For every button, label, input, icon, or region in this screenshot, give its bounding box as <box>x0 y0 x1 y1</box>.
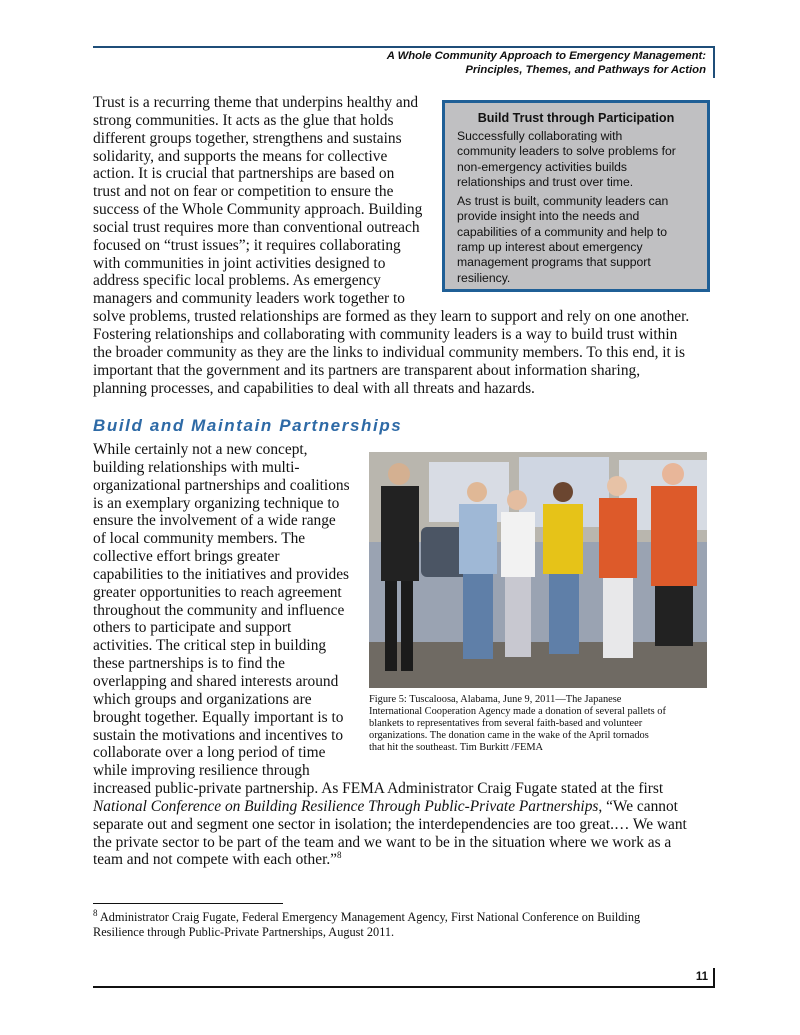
text-line: different groups together, strengthens and sustains <box>93 129 402 147</box>
text-line: While certainly not a new concept, <box>93 441 308 458</box>
text-line: provide insight into the needs and <box>457 209 640 224</box>
text-line: the broader community as they are the links to individual community members. To this end, it is <box>93 343 685 361</box>
footnote-number: 8 <box>93 907 98 918</box>
figure-photo <box>369 452 707 688</box>
text-line: management programs that support <box>457 255 651 270</box>
text-line: Trust is a recurring theme that underpins healthy and <box>93 94 419 111</box>
text-line: sustain the motivations and incentives to <box>93 726 344 744</box>
text-line: solve problems, trusted relationships are formed as they learn to support and rely on one another. <box>93 308 690 326</box>
footnote-text: Administrator Craig Fugate, Federal Emergency Management Agency, First National Conference on Building <box>97 910 641 924</box>
text-line: action. It is crucial that partnerships are based on <box>93 165 395 183</box>
text-line: with communities in joint activities designed to <box>93 254 386 272</box>
text-line: non-emergency activities builds <box>457 159 628 174</box>
section-heading: Build and Maintain Partnerships <box>93 416 403 435</box>
text-line: activities. The critical step in building <box>93 637 327 655</box>
header-line-1: A Whole Community Approach to Emergency Management: <box>386 50 706 62</box>
callout-paragraph-1 <box>457 129 705 190</box>
text-line: success of the Whole Community approach. Building <box>93 201 423 219</box>
running-header <box>387 49 706 77</box>
conference-title: National Conference on Building Resilience Through Public-Private Partnerships <box>93 797 599 815</box>
footnote-line-2: Resilience through Public-Private Partnerships, August 2011. <box>93 925 395 939</box>
text-line: capabilities to the initiatives and provides <box>93 565 350 583</box>
text-line: collaborate over a long period of time <box>93 744 326 762</box>
footnote-line-1 <box>93 907 641 925</box>
quote-line-2: separate out and segment one sector in isolation; the interdependencies are too great.… We want <box>93 815 687 833</box>
text-line: Figure 5: Tuscaloosa, Alabama, June 9, 2011—The Japanese <box>369 694 622 705</box>
text-line: capabilities of a community and help to <box>457 224 668 239</box>
text-line: ensure the involvement of a wide range <box>93 512 336 530</box>
footnote-rule <box>93 903 283 904</box>
page-number: 11 <box>695 971 708 983</box>
figure-caption <box>369 694 714 754</box>
text-line: Fostering relationships and collaborating with community leaders is a way to build trust within <box>93 325 678 343</box>
text-line: increased public-private partnership. As FEMA Administrator Craig Fugate stated at the first <box>93 780 664 798</box>
quote-line-4 <box>93 851 687 869</box>
header-bar <box>713 46 715 78</box>
footnote-ref: 8 <box>337 850 342 861</box>
text-line: managers and community leaders work together to <box>93 290 405 308</box>
group-photo-illustration <box>369 452 707 688</box>
text-line: collective effort brings greater <box>93 548 280 566</box>
text-line: strong communities. It acts as the glue that holds <box>93 111 394 129</box>
text-line: important that the government and its partners are transparent about information sharing, <box>93 361 641 379</box>
text-line: community leaders to solve problems for <box>457 144 676 159</box>
text-line: social trust requires more than conventional outreach <box>93 218 420 236</box>
text-line: resiliency. <box>457 270 511 285</box>
text-line: organizational partnerships and coalitions <box>93 476 350 494</box>
text-line: these partnerships is to find the <box>93 655 285 673</box>
text-line: planning processes, and capabilities to deal with all threats and hazards. <box>93 379 535 397</box>
text-line: while improving resilience through <box>93 762 310 780</box>
callout-title: Build Trust through Participation <box>477 111 675 125</box>
header-line-2: Principles, Themes, and Pathways for Action <box>465 64 706 76</box>
text-line: brought together. Equally important is to <box>93 708 344 726</box>
text-line: trust and not on fear or competition to ensure the <box>93 183 394 201</box>
text-line: address specific local problems. As emergency <box>93 272 381 290</box>
quote-line-1 <box>93 798 687 816</box>
callout-box <box>442 100 710 292</box>
quote-end: team and not compete with each other.” <box>93 851 338 869</box>
text-line: blankets to representatives from several faith-based and volunteer <box>369 717 643 729</box>
text-line: relationships and trust over time. <box>457 174 634 189</box>
text-line: is an exemplary organizing technique to <box>93 494 340 512</box>
text-line: International Cooperation Agency made a donation of several pallets of <box>369 705 666 717</box>
text-line: of local community members. The <box>93 530 306 548</box>
quote-text: , “We cannot <box>598 797 678 815</box>
text-line: throughout the community and influence <box>93 601 345 619</box>
text-line: overlapping and shared interests around <box>93 672 339 690</box>
text-line: that hit the southeast. Tim Burkitt /FEMA <box>369 741 544 753</box>
text-line: others to participate and support <box>93 619 292 637</box>
text-line: ramp up interest about emergency <box>457 240 643 255</box>
text-line: greater opportunities to reach agreement <box>93 583 342 601</box>
text-line: solidarity, and supports the means for collective <box>93 147 388 165</box>
footer-rule <box>93 986 715 988</box>
text-line: As trust is built, community leaders can <box>457 194 669 209</box>
callout-paragraph-2 <box>457 194 705 286</box>
text-line: Successfully collaborating with <box>457 129 623 143</box>
text-line: which groups and organizations are <box>93 690 312 708</box>
footnote <box>93 907 641 940</box>
footer-bar <box>713 968 715 988</box>
header-rule <box>93 46 715 48</box>
text-line: organizations. The donation came in the wake of the April tornados <box>369 729 649 741</box>
quote-line-3: the private sector to be part of the team and we want to be in the situation where we work as a <box>93 833 672 851</box>
text-line: building relationships with multi- <box>93 458 300 476</box>
text-line: focused on “trust issues”; it requires collaborating <box>93 236 401 254</box>
